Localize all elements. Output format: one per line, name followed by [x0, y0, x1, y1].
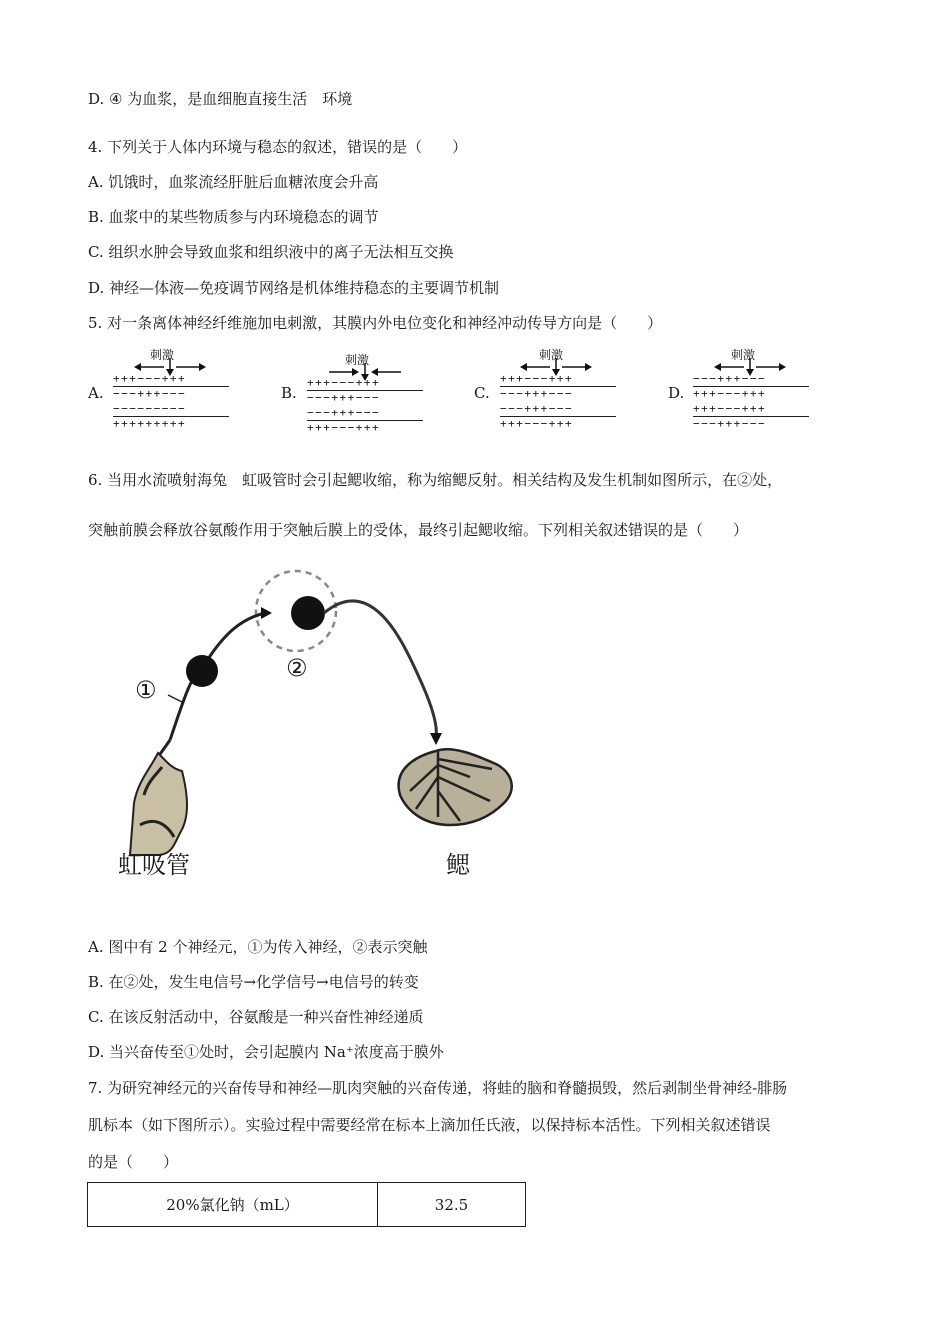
- q5-diagram-b-label: B.: [281, 384, 297, 402]
- figure-label-1: ①: [135, 676, 157, 704]
- q5-c-row1: +++−−−+++: [500, 372, 574, 385]
- label1-leader: [168, 695, 184, 703]
- table-cell-value: 32.5: [378, 1183, 526, 1227]
- q6-option-d: D. 当兴奋传至①处时，会引起膜内 Na⁺浓度高于膜外: [88, 1043, 444, 1061]
- q5-a-row3: −−−−−−−−−: [113, 402, 187, 415]
- q6-stem-line1: 6. 当用水流喷射海兔 虹吸管时会引起鳃收缩，称为缩鳃反射。相关结构及发生机制如图所示，在②处，: [88, 471, 783, 489]
- sensory-axon: [170, 613, 265, 740]
- q6-stem-line2: 突触前膜会释放谷氨酸作用于突触后膜上的受体，最终引起鳃收缩。下列相关叙述错误的是（ ）: [88, 521, 749, 539]
- q4-stem: 4. 下列关于人体内环境与稳态的叙述，错误的是（ ）: [88, 138, 468, 156]
- q4-option-b: B. 血浆中的某些物质参与内环境稳态的调节: [88, 208, 379, 226]
- q5-diagram-a-stim-label: 刺激: [150, 348, 175, 362]
- q5-b-row2: −−−+++−−−: [307, 391, 381, 404]
- q5-diagram-b-stim-label: 刺激: [345, 353, 370, 367]
- q5-diagram-c-stim-label: 刺激: [539, 348, 564, 362]
- q5-b-row1: +++−−−+++: [307, 376, 381, 389]
- table-cell-label: 20%氯化钠（mL）: [88, 1183, 378, 1227]
- q5-stem: 5. 对一条离体神经纤维施加电刺激，其膜内外电位变化和神经冲动传导方向是（ ）: [88, 314, 663, 332]
- motor-axon: [324, 601, 436, 737]
- q5-b-row3: −−−+++−−−: [307, 406, 381, 419]
- q5-diagram-a-label: A.: [88, 384, 104, 402]
- figure-label-siphon: 虹吸管: [118, 851, 190, 879]
- q5-c-row3: −−−+++−−−: [500, 402, 574, 415]
- q5-b-row4: +++−−−+++: [307, 421, 381, 434]
- motor-terminal-arrow: [430, 733, 442, 745]
- q5-d-row2: +++−−−+++: [693, 387, 767, 400]
- q5-diagram-d-label: D.: [668, 384, 685, 402]
- q4-option-c: C. 组织水肿会导致血浆和组织液中的离子无法相互交换: [88, 243, 454, 261]
- q7-table: [87, 1182, 526, 1227]
- q6-option-a: A. 图中有 2 个神经元，①为传入神经，②表示突触: [88, 938, 428, 956]
- q7-stem-line2: 肌标本（如下图所示）。实验过程中需要经常在标本上滴加任氏液，以保持标本活性。下列相关叙述错误: [88, 1116, 771, 1134]
- q4-option-a: A. 饥饿时，血浆流经肝脏后血糖浓度会升高: [88, 173, 379, 191]
- q3-option-d: D. ④ 为血浆，是血细胞直接生活 环境: [88, 90, 353, 108]
- axon-terminal-arrow: [261, 607, 272, 619]
- q7-stem-line1: 7. 为研究神经元的兴奋传导和神经—肌肉突触的兴奋传递，将蛙的脑和脊髓损毁，然后剥制坐骨神经-腓肠: [88, 1079, 788, 1097]
- sensory-neuron-body: [186, 655, 218, 687]
- q5-diagram-c-label: C.: [474, 384, 490, 402]
- siphon-drawing: [130, 753, 187, 855]
- q6-option-b: B. 在②处，发生电信号→化学信号→电信号的转变: [88, 973, 419, 991]
- table-row: [88, 1183, 526, 1227]
- motor-neuron-body: [291, 596, 325, 630]
- q5-d-row4: −−−+++−−−: [693, 417, 767, 430]
- q5-d-row3: +++−−−+++: [693, 402, 767, 415]
- q7-stem-line3: 的是（ ）: [88, 1153, 179, 1171]
- q5-a-row4: +++++++++: [113, 417, 187, 430]
- figure-label-2: ②: [286, 654, 308, 682]
- q5-c-row4: +++−−−+++: [500, 417, 574, 430]
- q5-diagram-d-stim-label: 刺激: [731, 348, 756, 362]
- q5-a-row2: −−−+++−−−: [113, 387, 187, 400]
- figure-label-gill: 鳃: [446, 851, 470, 879]
- q4-option-d: D. 神经—体液—免疫调节网络是机体维持稳态的主要调节机制: [88, 279, 500, 297]
- q5-d-row1: −−−+++−−−: [693, 372, 767, 385]
- q5-a-row1: +++−−−+++: [113, 372, 187, 385]
- q5-c-row2: −−−+++−−−: [500, 387, 574, 400]
- q6-option-c: C. 在该反射活动中，谷氨酸是一种兴奋性神经递质: [88, 1008, 424, 1026]
- reflex-arc-figure: [100, 555, 560, 895]
